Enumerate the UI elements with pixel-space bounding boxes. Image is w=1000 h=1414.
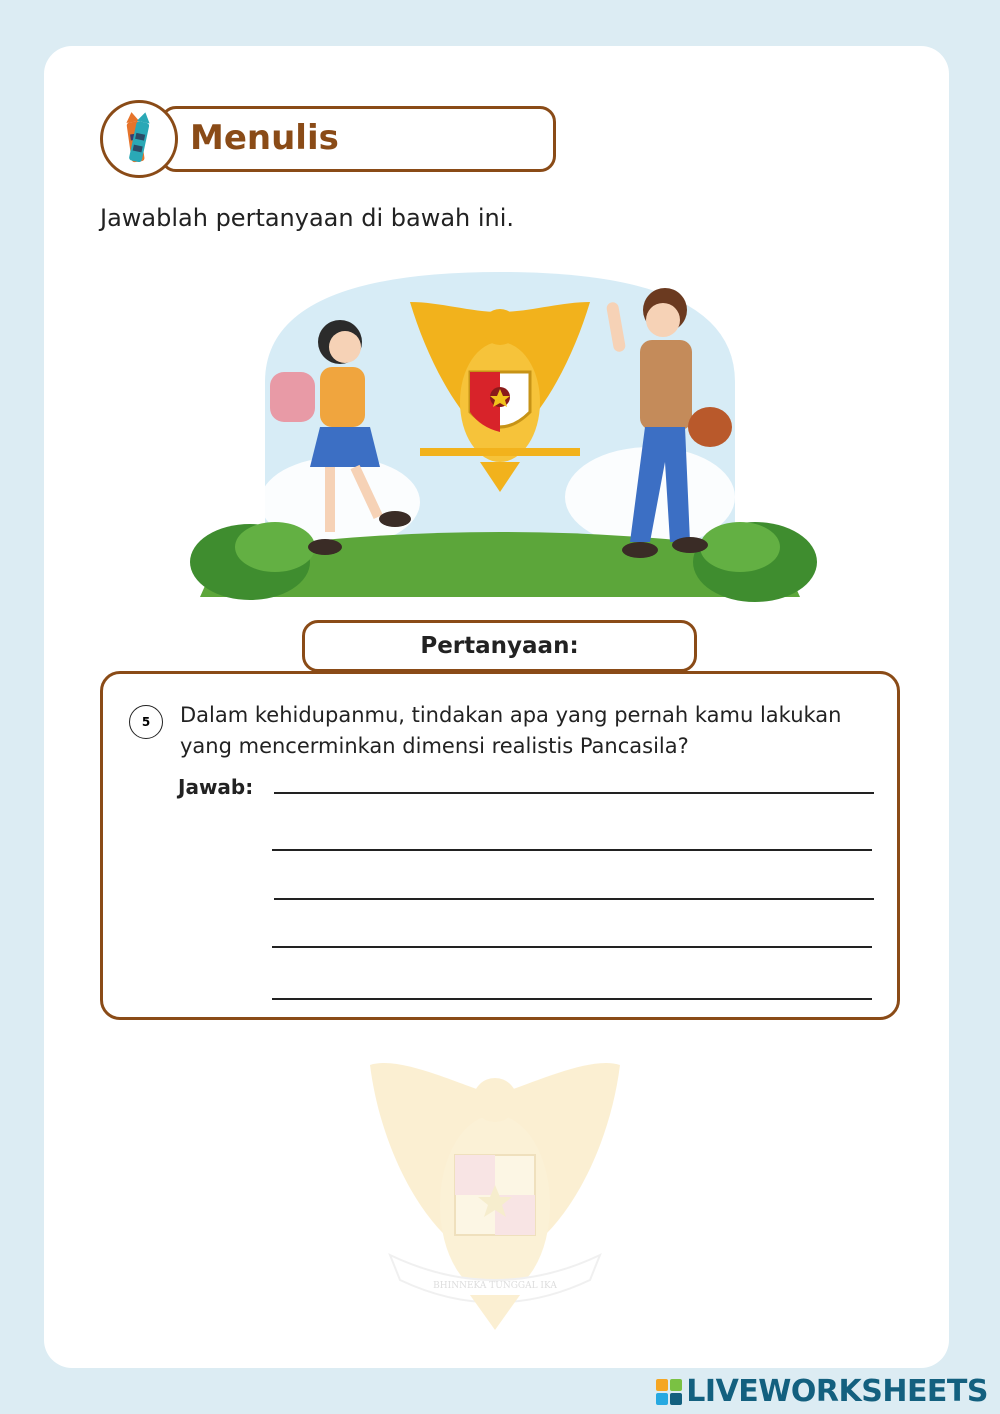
question-number: 5: [129, 705, 163, 739]
crayons-icon: [100, 100, 178, 178]
question-text: Dalam kehidupanmu, tindakan apa yang pernah kamu lakukan yang mencerminkan dimensi realistis Pancasila?: [180, 703, 842, 758]
page-title: Menulis: [190, 118, 339, 158]
answer-line-1[interactable]: [274, 792, 874, 794]
instruction-text: Jawablah pertanyaan di bawah ini.: [100, 204, 515, 232]
answer-line-4[interactable]: [272, 946, 872, 948]
question-heading: Pertanyaan:: [302, 620, 697, 672]
watermark-motto-text: BHINNEKA TUNGGAL IKA: [433, 1281, 557, 1291]
answer-line-5[interactable]: [272, 998, 872, 1000]
answer-line-3[interactable]: [274, 898, 874, 900]
students-garuda-illustration: [180, 262, 820, 602]
garuda-watermark-icon: [360, 1055, 630, 1335]
answer-label: Jawab:: [178, 775, 254, 799]
liveworksheets-brand[interactable]: [656, 1374, 988, 1409]
brand-name: LIVEWORKSHEETS: [686, 1374, 988, 1409]
liveworksheets-logo-icon: [656, 1379, 682, 1405]
answer-line-2[interactable]: [272, 849, 872, 851]
